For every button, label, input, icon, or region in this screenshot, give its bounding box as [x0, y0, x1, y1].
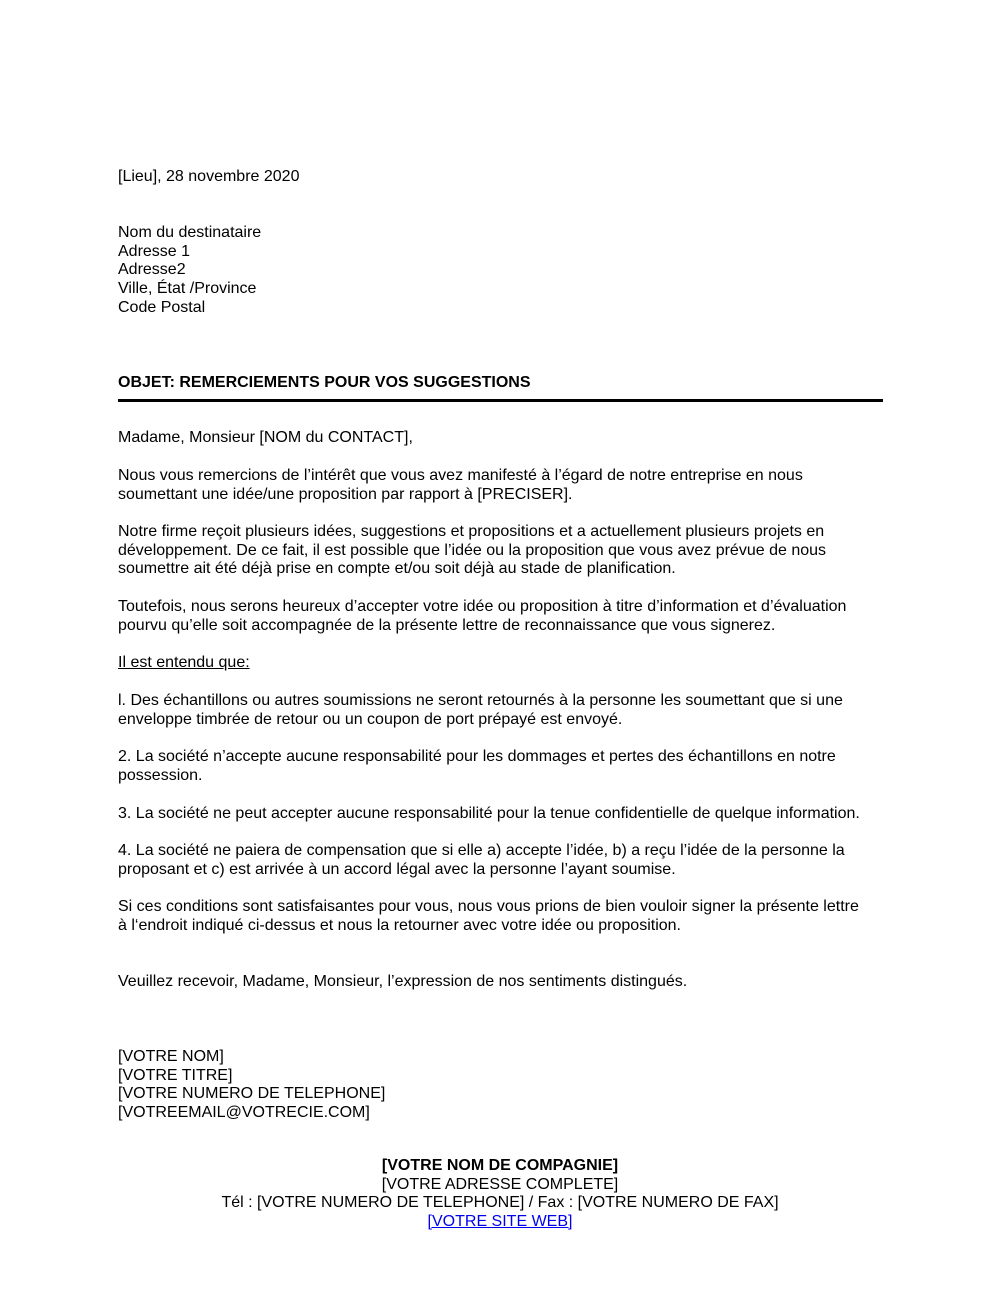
- condition-line: proposant et c) est arrivée à un accord légal avec la personne l’ayant soumise.: [118, 860, 676, 878]
- subject-divider: [118, 399, 883, 402]
- signature-name: [VOTRE NOM]: [118, 1048, 224, 1065]
- condition-line: l. Des échantillons ou autres soumissions ne seront retournés à la personne les soumettant que si une: [118, 692, 843, 709]
- signature-phone: [VOTRE NUMERO DE TELEPHONE]: [118, 1085, 386, 1103]
- salutation: Madame, Monsieur [NOM du CONTACT],: [118, 429, 413, 446]
- condition-line: 4. La société ne paiera de compensation que si elle a) accepte l’idée, b) a reçu l’idée de la personne la: [118, 842, 845, 859]
- paragraph-line: soumettant une idée/une proposition par rapport à [PRECISER].: [118, 485, 573, 503]
- signature-email: [VOTREEMAIL@VOTRECIE.COM]: [118, 1104, 370, 1122]
- paragraph-line: développement. De ce fait, il est possible que l’idée ou la proposition que vous avez prévue de nous: [118, 541, 827, 559]
- footer-website-link[interactable]: [VOTRE SITE WEB]: [427, 1213, 573, 1231]
- paragraph-line: pourvu qu’elle soit accompagnée de la présente lettre de reconnaissance que vous signerez.: [118, 616, 776, 634]
- subject-line: OBJET: REMERCIEMENTS POUR VOS SUGGESTIONS: [118, 374, 531, 391]
- recipient-block: [118, 224, 261, 318]
- condition-4: [118, 842, 845, 879]
- footer-block: [0, 1157, 1000, 1232]
- closing-line: Veuillez recevoir, Madame, Monsieur, l’expression de nos sentiments distingués.: [118, 973, 688, 990]
- recipient-address2: Adresse2: [118, 261, 186, 279]
- paragraph-2: [118, 523, 826, 579]
- conditions-heading: Il est entendu que:: [118, 654, 250, 671]
- condition-line: possession.: [118, 766, 203, 784]
- paragraph-3: [118, 598, 846, 635]
- footer-contact: Tél : [VOTRE NUMERO DE TELEPHONE] / Fax : [VOTRE NUMERO DE FAX]: [221, 1194, 779, 1212]
- signature-title: [VOTRE TITRE]: [118, 1066, 233, 1084]
- paragraph-line: Notre firme reçoit plusieurs idées, suggestions et propositions et a actuellement plusieurs projets en: [118, 523, 825, 540]
- condition-line: enveloppe timbrée de retour ou un coupon de port prépayé est envoyé.: [118, 710, 623, 728]
- recipient-name: Nom du destinataire: [118, 224, 262, 241]
- footer-company: [VOTRE NOM DE COMPAGNIE]: [381, 1157, 619, 1174]
- condition-1: [118, 692, 843, 729]
- condition-line: 2. La société n’accepte aucune responsabilité pour les dommages et pertes des échantillons en notre: [118, 748, 836, 765]
- condition-line: 3. La société ne peut accepter aucune responsabilité pour la tenue confidentielle de quelque information.: [118, 805, 860, 822]
- condition-2: [118, 748, 836, 785]
- paragraph-1: [118, 467, 803, 504]
- paragraph-line: Si ces conditions sont satisfaisantes pour vous, nous vous prions de bien vouloir signer la présente lettre: [118, 898, 859, 915]
- signature-block: [118, 1048, 385, 1123]
- paragraph-line: à l‘endroit indiqué ci-dessus et nous la retourner avec votre idée ou proposition.: [118, 916, 681, 934]
- closing-request: [118, 898, 859, 935]
- paragraph-line: Toutefois, nous serons heureux d’accepter votre idée ou proposition à titre d’information et d’évaluation: [118, 598, 847, 615]
- condition-3: [118, 805, 860, 824]
- recipient-address1: Adresse 1: [118, 242, 191, 260]
- paragraph-line: Nous vous remercions de l’intérêt que vous avez manifesté à l’égard de notre entreprise en nous: [118, 467, 803, 484]
- date-line: [Lieu], 28 novembre 2020: [118, 168, 300, 185]
- recipient-postal: Code Postal: [118, 298, 206, 316]
- footer-address: [VOTRE ADRESSE COMPLETE]: [381, 1175, 619, 1193]
- recipient-city: Ville, État /Province: [118, 280, 257, 298]
- paragraph-line: soumettre ait été déjà prise en compte et/ou soit déjà au stade de planification.: [118, 560, 676, 578]
